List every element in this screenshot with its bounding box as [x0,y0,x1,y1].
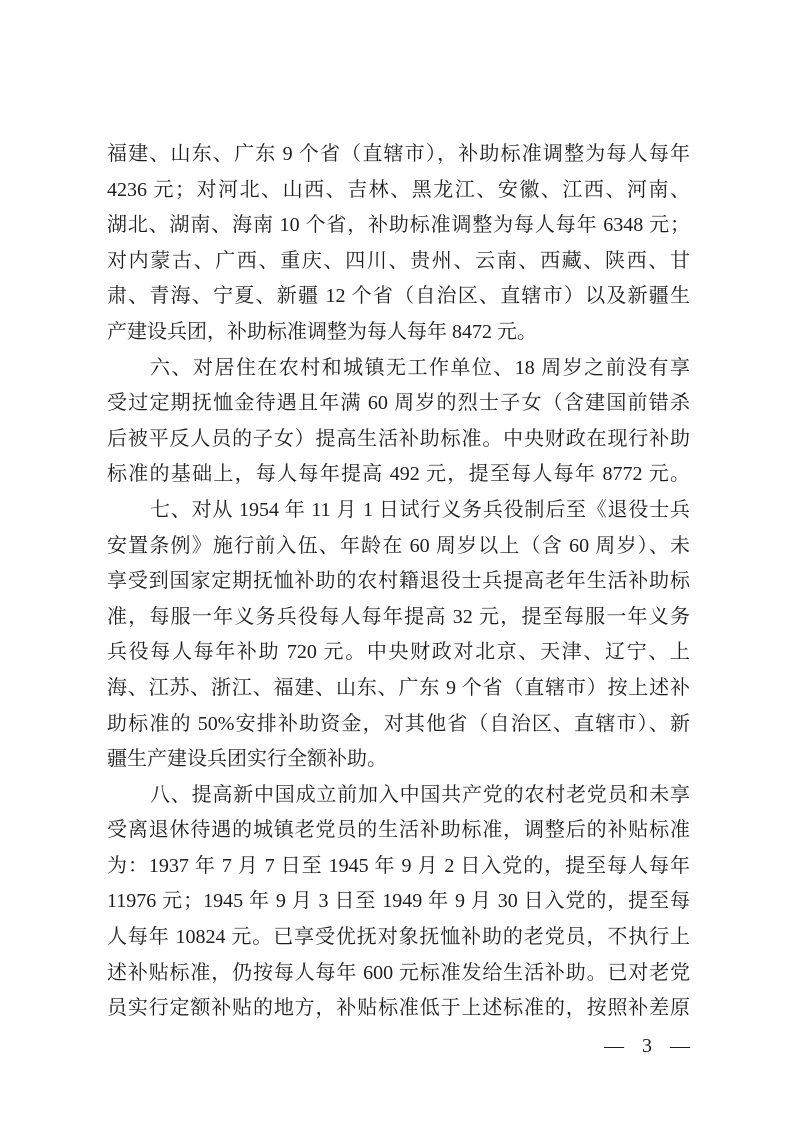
text-line: 人每年 10824 元。已享受优抚对象抚恤补助的老党员，不执行上 [107,926,690,949]
paragraph-5-continuation [107,137,690,351]
text-line: 述补贴标准，仍按每人每年 600 元标准发给生活补助。已对老党 [107,961,690,984]
paragraph-8 [107,778,690,1027]
text-line: 准，每服一年义务兵役每人每年提高 32 元，提至每服一年义务 [107,605,690,628]
text-line: 产建设兵团，补助标准调整为每人每年 8472 元。 [107,320,537,343]
text-line: 安置条例》施行前入伍、年龄在 60 周岁以上（含 60 周岁）、未 [107,534,690,557]
text-line: 标准的基础上，每人每年提高 492 元，提至每人每年 8772 元。 [107,463,690,486]
text-line: 肃、青海、宁夏、新疆 12 个省（自治区、直辖市）以及新疆生 [107,285,690,308]
text-line: 4236 元；对河北、山西、吉林、黑龙江、安徽、江西、河南、 [107,178,690,201]
paragraph-7 [107,493,690,778]
text-line: 助标准的 50%安排补助资金，对其他省（自治区、直辖市）、新 [107,712,690,735]
text-line: 员实行定额补贴的地方，补贴标准低于上述标准的，按照补差原 [107,997,690,1020]
page-number: — 3 — [604,1035,690,1057]
text-line: 后被平反人员的子女）提高生活补助标准。中央财政在现行补助 [107,427,690,450]
text-line: 疆生产建设兵团实行全额补助。 [107,748,387,771]
body-text [107,137,690,1027]
text-line: 七、对从 1954 年 11 月 1 日试行义务兵役制后至《退役士兵 [150,498,690,521]
text-line: 对内蒙古、广西、重庆、四川、贵州、云南、西藏、陕西、甘 [107,249,690,272]
text-line: 兵役每人每年补助 720 元。中央财政对北京、天津、辽宁、上 [107,641,690,664]
text-line: 六、对居住在农村和城镇无工作单位、18 周岁之前没有享 [150,356,690,379]
text-line: 受过定期抚恤金待遇且年满 60 周岁的烈士子女（含建国前错杀 [107,392,690,415]
text-line: 福建、山东、广东 9 个省（直辖市），补助标准调整为每人每年 [107,143,690,165]
text-line: 为：1937 年 7 月 7 日至 1945 年 9 月 2 日入党的，提至每人每年 [107,854,690,877]
text-line: 八、提高新中国成立前加入中国共产党的农村老党员和未享 [150,783,690,806]
text-line: 受离退休待遇的城镇老党员的生活补助标准，调整后的补贴标准 [107,819,690,842]
text-line: 湖北、湖南、海南 10 个省，补助标准调整为每人每年 6348 元； [107,214,690,237]
paragraph-6 [107,351,690,493]
text-line: 11976 元；1945 年 9 月 3 日至 1949 年 9 月 30 日入党的，提至每 [107,890,690,913]
text-line: 享受到国家定期抚恤补助的农村籍退役士兵提高老年生活补助标 [107,570,690,593]
text-line: 海、江苏、浙江、福建、山东、广东 9 个省（直辖市）按上述补 [107,676,690,699]
